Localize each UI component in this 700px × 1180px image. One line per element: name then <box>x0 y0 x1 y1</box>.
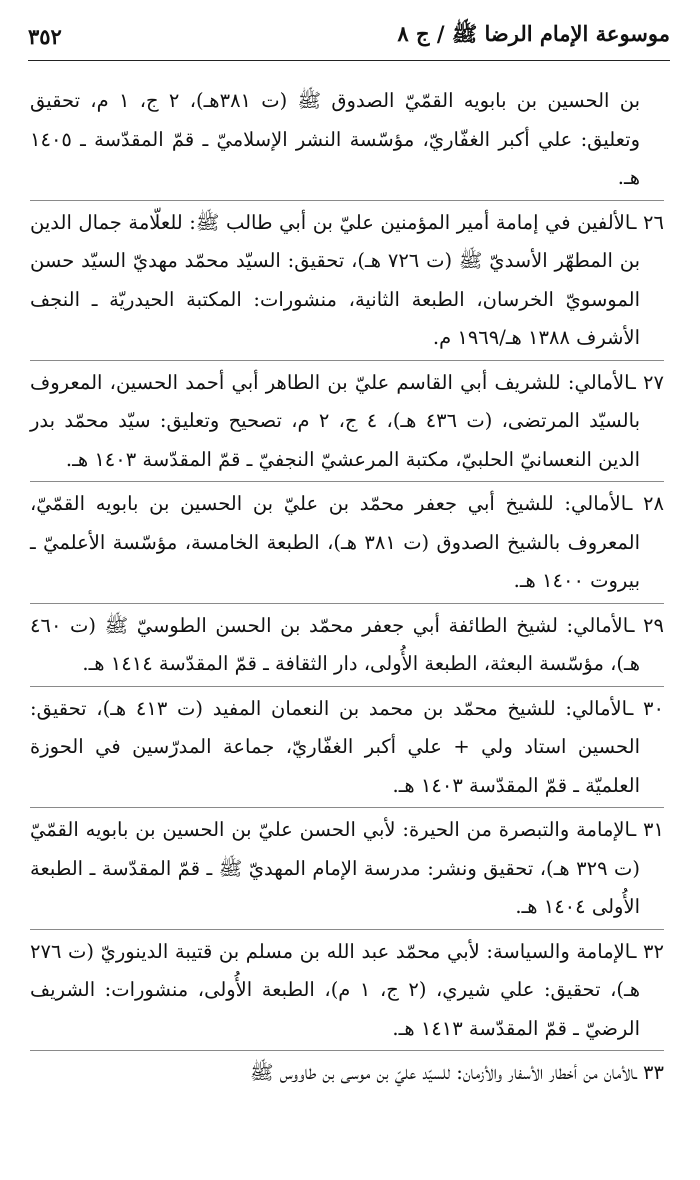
bibliography-entry <box>30 933 664 1049</box>
entry-number: ٢٧ ـ <box>630 370 664 394</box>
book-title: موسوعة الإمام الرضا ﷺ / ج ٨ <box>397 20 670 46</box>
entry-divider <box>30 929 664 930</box>
entry-text: الألفين في إمامة أمير المؤمنين عليّ بن أبي طالب ﷺ: للعلّامة جمال الدين بن المطهّر الأسديّ ﷺ (ت ٧٢٦ هـ)، تحقيق: السيّد محمّد مهديّ السيّد حسن الموسويّ الخرسان، الطبعة الثانية، منشورات: المكتبة الحيدريّة ـ النجف الأشرف ١٣٨٨ هـ/١٩٦٩ م. <box>30 210 640 349</box>
entry-divider <box>30 360 664 361</box>
running-header <box>28 18 670 54</box>
entry-divider <box>30 200 664 201</box>
bibliography-entry <box>30 811 664 927</box>
entry-number: ٣١ ـ <box>630 818 664 841</box>
entry-number: ٣٢ ـ <box>630 939 664 963</box>
bibliography-entry <box>30 364 664 480</box>
entry-text: الإمامة والتبصرة من الحيرة: لأبي الحسن عليّ بن الحسين بن بابويه القمّيّ (ت ٣٢٩ هـ)، تحقيق ونشر: مدرسة الإمام المهديّ ﷺ ـ قمّ المقدّسة ـ الطبعة الأُولى ١٤٠٤ هـ. <box>30 818 640 918</box>
entry-number: ٣٠ ـ <box>627 696 664 720</box>
entry-divider <box>30 603 664 604</box>
entry-text: الأمالي: للشيخ أبي جعفر محمّد بن عليّ بن الحسين بن بابويه القمّيّ، المعروف بالشيخ الصدوق (ت ٣٨١ هـ)، الطبعة الخامسة، مؤسّسة الأعلميّ ـ بيروت ١٤٠٠ هـ. <box>30 492 640 592</box>
page-number: ٣٥٢ <box>28 23 62 49</box>
entry-divider <box>30 807 664 808</box>
entry-divider <box>30 1050 664 1051</box>
entry-number: ٢٦ ـ <box>630 210 664 234</box>
entry-text: الأمالي: للشريف أبي القاسم عليّ بن الطاهر أبي أحمد الحسين، المعروف بالسيّد المرتضى، (ت ٤٣٦ هـ)، ٤ ج، ٢ م، تصحيح وتعليق: سيّد محمّد بدر الدين النعسانيّ الحلبيّ، مكتبة المرعشيّ النجفيّ ـ قمّ المقدّسة ١٤٠٣ هـ. <box>30 370 640 471</box>
bibliography-entry <box>30 204 664 358</box>
entry-text: بن الحسين بن بابويه القمّيّ الصدوق ﷺ (ت ٣٨١هـ)، ٢ ج، ١ م، تحقيق وتعليق: علي أكبر الغفّاريّ، مؤسّسة النشر الإسلاميّ ـ قمّ المقدّسة ـ ١٤٠٥ هـ. <box>30 89 640 189</box>
bibliography-list <box>30 82 664 1093</box>
entry-text: الأمان من أخطار الأسفار والأزمان: للسيّد عليّ بن موسى بن طاووس ﷺ <box>249 1061 635 1084</box>
bibliography-entry <box>30 1054 664 1093</box>
entry-number: ٣٣ ـ <box>634 1061 664 1084</box>
entry-text: الإمامة والسياسة: لأبي محمّد عبد الله بن مسلم بن قتيبة الدينوريّ (ت ٢٧٦ هـ)، تحقيق: علي شيري، (٢ ج، ١ م)، الطبعة الأُولى، منشورات: الشريف الرضيّ ـ قمّ المقدّسة ١٤١٣ هـ. <box>30 939 641 1040</box>
entry-divider <box>30 686 664 687</box>
bibliography-entry <box>30 690 664 806</box>
header-rule <box>28 60 670 61</box>
entry-number: ٢٩ ـ <box>628 613 664 637</box>
bibliography-entry <box>30 485 664 601</box>
entry-divider <box>30 481 664 482</box>
bibliography-entry <box>30 82 664 198</box>
entry-text: الأمالي: لشيخ الطائفة أبي جعفر محمّد بن الحسن الطوسيّ ﷺ (ت ٤٦٠ هـ)، مؤسّسة البعثة، الطبعة الأُولى، دار الثقافة ـ قمّ المقدّسة ١٤١٤ هـ. <box>30 613 640 675</box>
entry-number: ٢٨ ـ <box>626 492 664 515</box>
bibliography-entry <box>30 607 664 684</box>
entry-text: الأمالي: للشيخ محمّد بن محمد بن النعمان المفيد (ت ٤١٣ هـ)، تحقيق: الحسين استاد ولي + علي أكبر الغفّاريّ، جماعة المدرّسين في الحوزة العلميّة ـ قمّ المقدّسة ١٤٠٣ هـ. <box>30 696 640 797</box>
